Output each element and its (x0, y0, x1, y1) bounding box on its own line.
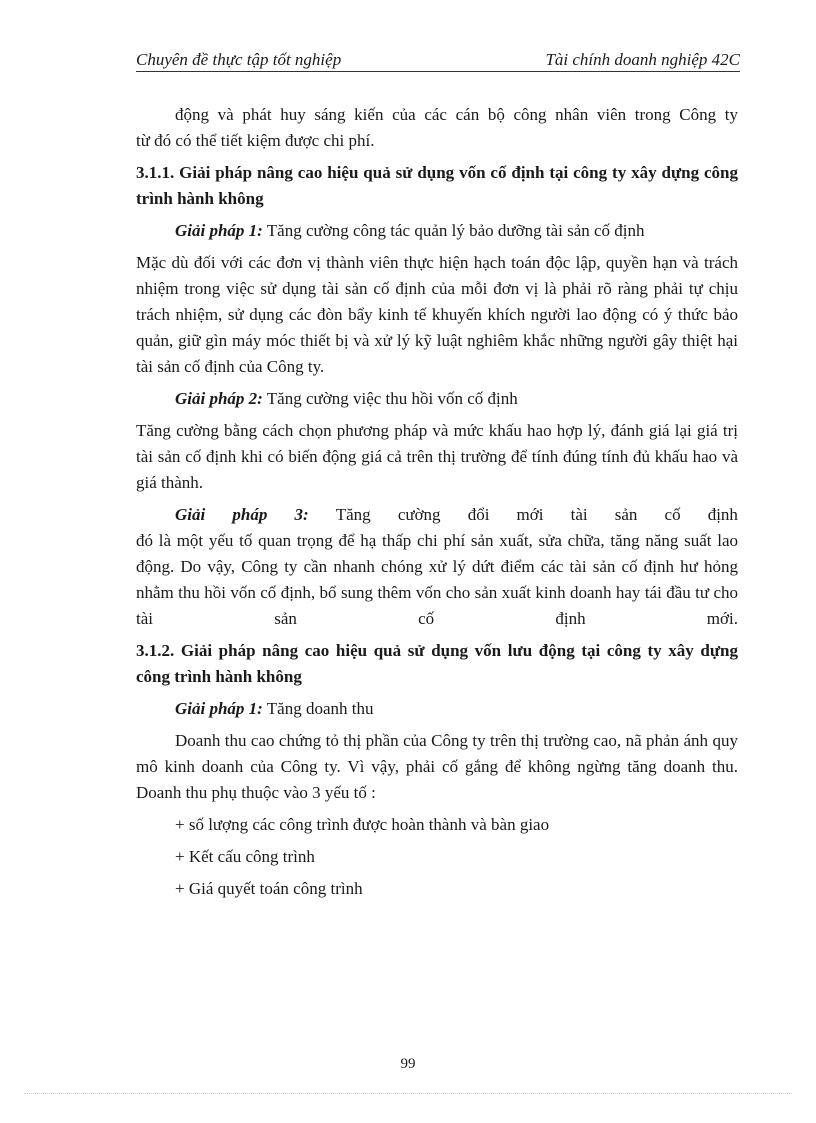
solution-label-word: Giải (175, 505, 206, 524)
solution-title: Tăng cường công tác quản lý bảo dưỡng tài sản cố định (262, 221, 645, 240)
solution-label-word: 3: (294, 505, 309, 524)
section-312-solution-1-title (136, 696, 738, 722)
section-311-solution-2-body: Tăng cường bằng cách chọn phương pháp và mức khấu hao hợp lý, đánh giá lại giá trị tài sản cố định khi có biến động giá cả trên thị trường để tính đúng tính đủ khấu hao và giá thành. (136, 421, 738, 492)
section-312-solution-1-body: Doanh thu cao chứng tỏ thị phần của Công ty trên thị trường cao, nã phản ánh quy mô kinh doanh của Công ty. Vì vậy, phải cố gắng để không ngừng tăng doanh thu. Doanh thu phụ thuộc vào 3 yếu tố : (136, 731, 738, 802)
intro-line-2: từ đó có thể tiết kiệm được chi phí. (136, 131, 375, 150)
solution-title-word: sản (614, 505, 638, 524)
section-311-solution-3-title (136, 502, 738, 528)
solution-title-word: tài (570, 505, 588, 524)
section-311-solution-2-title (136, 386, 738, 412)
solution-label-word: pháp (232, 505, 268, 524)
header-left-title: Chuyên đề thực tập tốt nghiệp (136, 50, 342, 69)
factor-item: + số lượng các công trình được hoàn thành và bàn giao (175, 815, 550, 834)
document-body (136, 102, 738, 908)
intro-line-1: động và phát huy sáng kiến của các cán bộ công nhân viên trong Công ty (175, 105, 738, 124)
section-311-solution-3-body: đó là một yếu tố quan trọng để hạ thấp chi phí sản xuất, sửa chữa, tăng năng suất lao động. Do vậy, Công ty cần nhanh chóng xử lý dứt điểm các tài sản cố định hư hỏng nhằm thu hồi vốn cố định, bổ sung thêm vốn cho sản xuất kinh doanh hay tái đầu tư cho tài sản cố định mới. (136, 531, 738, 628)
solution-title-word: cường (397, 505, 441, 524)
page-number: 99 (400, 1056, 416, 1072)
section-311-heading: 3.1.1. Giải pháp nâng cao hiệu quả sử dụng vốn cố định tại công ty xây dựng công trình hành không (136, 163, 738, 208)
solution-title-word: cố (664, 505, 681, 524)
factor-item: + Giá quyết toán công trình (175, 879, 363, 898)
solution-title-word: mới (516, 505, 544, 524)
section-311-solution-1-title (136, 218, 738, 244)
solution-label: Giải pháp 1: (175, 221, 263, 240)
solution-title: Tăng cường việc thu hồi vốn cố định (262, 389, 518, 408)
section-311-solution-1-body: Mặc dù đối với các đơn vị thành viên thực hiện hạch toán độc lập, quyền hạn và trách nhiệm trong việc sử dụng tài sản cố định của mỗi đơn vị là phải rõ ràng phải tự chịu trách nhiệm, sử dụng các đòn bẩy kinh tế khuyến khích người lao động có ý thức bảo quản, giữ gìn máy móc thiết bị và xử lý kỹ luật nghiêm khắc những người gây thiệt hại tài sản cố định của Công ty. (136, 253, 738, 376)
section-312-heading: 3.1.2. Giải pháp nâng cao hiệu quả sử dụng vốn lưu động tại công ty xây dựng công trình hành không (136, 641, 738, 686)
solution-title: Tăng doanh thu (262, 699, 374, 718)
solution-label: Giải pháp 1: (175, 699, 263, 718)
solution-title-word: đổi (467, 505, 490, 524)
header-right-title: Tài chính doanh nghiệp 42C (545, 50, 740, 69)
page-bottom-divider (24, 1093, 792, 1094)
solution-title-word: Tăng (335, 505, 371, 524)
solution-title-word: định (707, 505, 738, 524)
factor-item: + Kết cấu công trình (175, 847, 315, 866)
solution-label: Giải pháp 2: (175, 389, 263, 408)
page-header (136, 50, 740, 72)
